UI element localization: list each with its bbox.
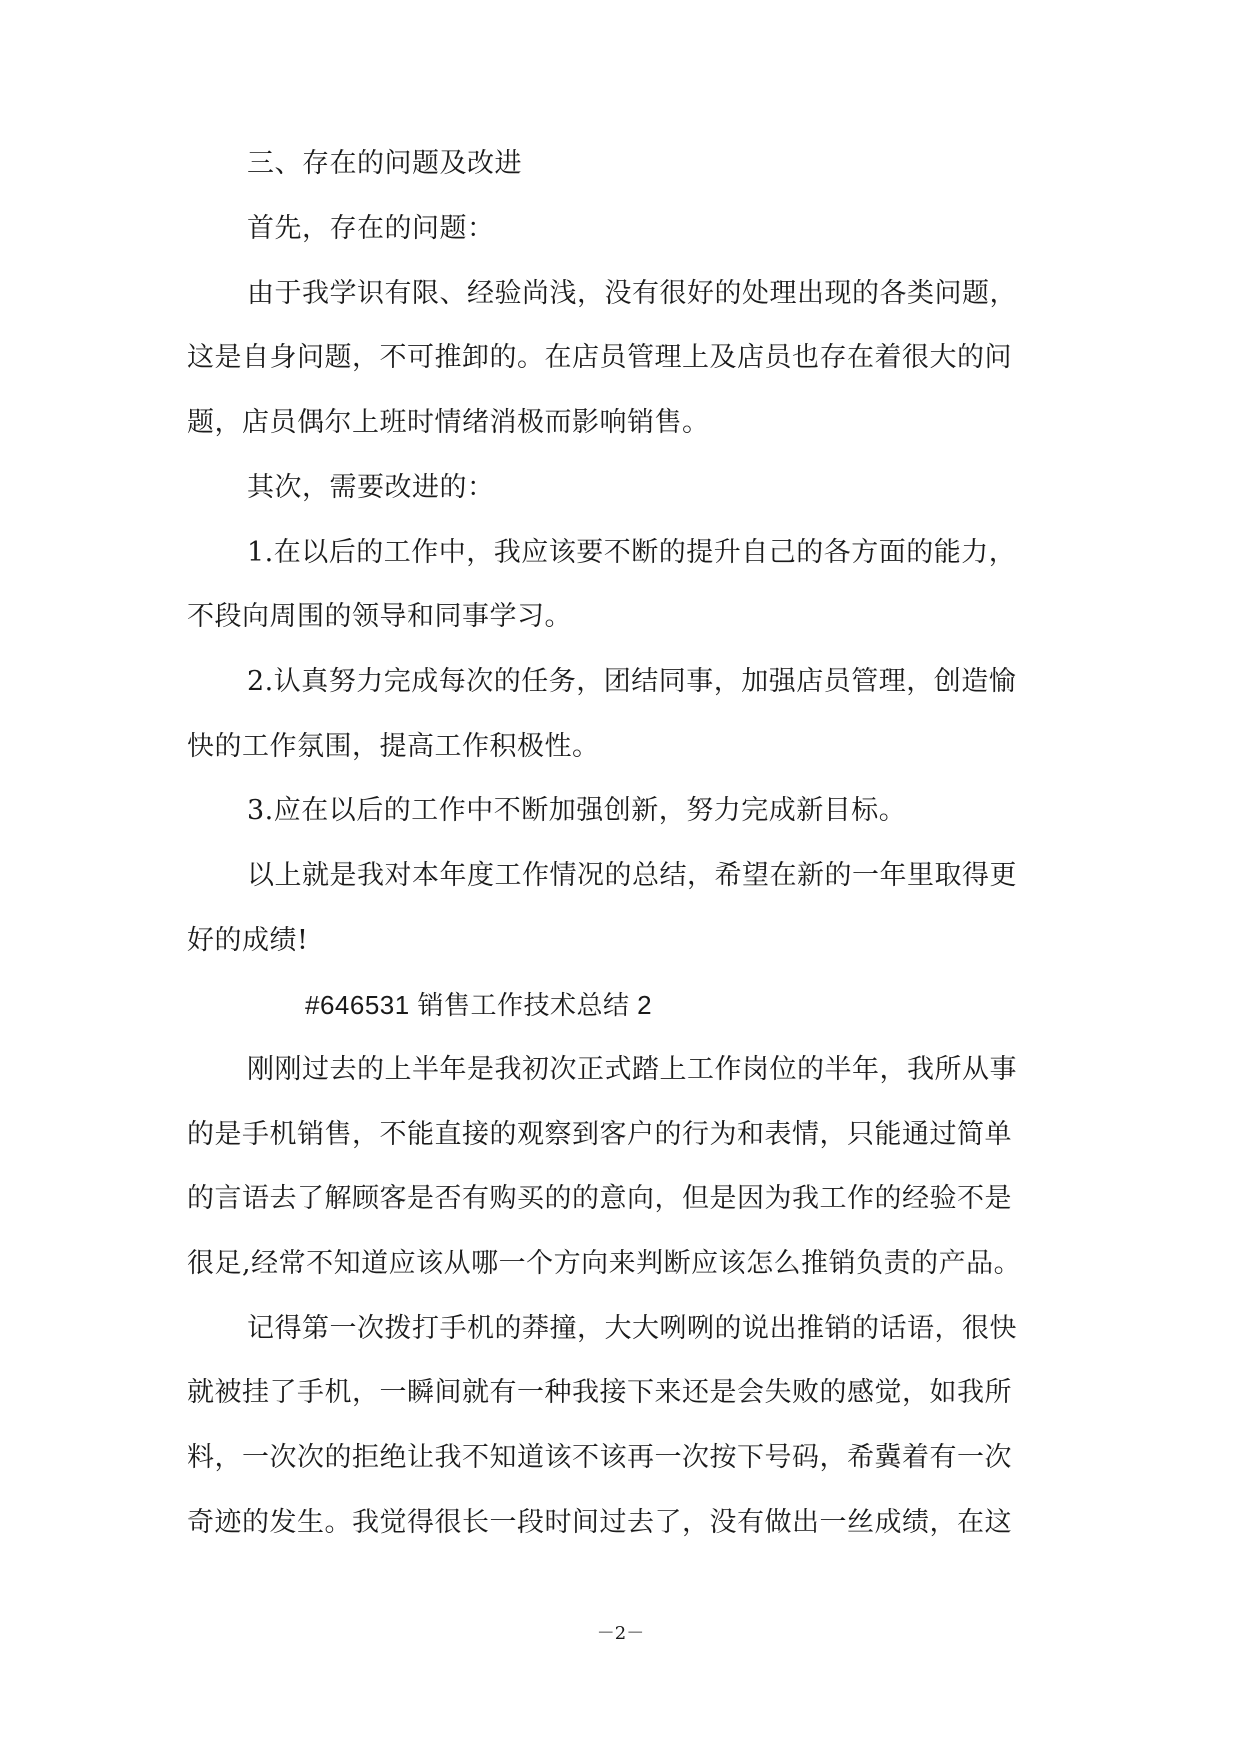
paragraph-line: 这是自身问题，不可推卸的。在店员管理上及店员也存在着很大的问 bbox=[187, 342, 1012, 373]
paragraph-line: 由于我学识有限、经验尚浅，没有很好的处理出现的各类问题， bbox=[247, 278, 1017, 309]
paragraph-line: 首先，存在的问题： bbox=[247, 213, 495, 244]
paragraph-line: 不段向周围的领导和同事学习。 bbox=[187, 601, 572, 632]
paragraph-line: 3.应在以后的工作中不断加强创新，努力完成新目标。 bbox=[247, 795, 907, 826]
paragraph-line: 料，一次次的拒绝让我不知道该不该再一次按下号码，希冀着有一次 bbox=[187, 1442, 1012, 1473]
paragraph-line: 的言语去了解顾客是否有购买的的意向，但是因为我工作的经验不是 bbox=[187, 1183, 1012, 1214]
section-heading: 三、存在的问题及改进 bbox=[247, 148, 522, 179]
paragraph-line: 好的成绩! bbox=[187, 925, 309, 956]
paragraph-line: 奇迹的发生。我觉得很长一段时间过去了，没有做出一丝成绩，在这 bbox=[187, 1507, 1012, 1538]
paragraph-line: 其次，需要改进的： bbox=[247, 472, 495, 503]
page-number: －2－ bbox=[596, 1623, 645, 1644]
paragraph-line: 就被挂了手机，一瞬间就有一种我接下来还是会失败的感觉，如我所 bbox=[187, 1377, 1012, 1408]
paragraph-line: 1.在以后的工作中，我应该要不断的提升自己的各方面的能力， bbox=[247, 537, 1017, 568]
paragraph-line: 以上就是我对本年度工作情况的总结，希望在新的一年里取得更 bbox=[247, 860, 1017, 891]
subtitle-heading: #646531 销售工作技术总结 2 bbox=[305, 990, 653, 1020]
paragraph-line: 很足,经常不知道应该从哪一个方向来判断应该怎么推销负责的产品。 bbox=[187, 1248, 1022, 1279]
paragraph-line: 记得第一次拨打手机的莽撞，大大咧咧的说出推销的话语，很快 bbox=[247, 1313, 1017, 1344]
paragraph-line: 刚刚过去的上半年是我初次正式踏上工作岗位的半年，我所从事 bbox=[247, 1054, 1017, 1085]
paragraph-line: 2.认真努力完成每次的任务，团结同事，加强店员管理，创造愉 bbox=[247, 666, 1017, 697]
paragraph-line: 快的工作氛围，提高工作积极性。 bbox=[187, 731, 600, 762]
paragraph-line: 题，店员偶尔上班时情绪消极而影响销售。 bbox=[187, 407, 710, 438]
paragraph-line: 的是手机销售，不能直接的观察到客户的行为和表情，只能通过简单 bbox=[187, 1119, 1012, 1150]
